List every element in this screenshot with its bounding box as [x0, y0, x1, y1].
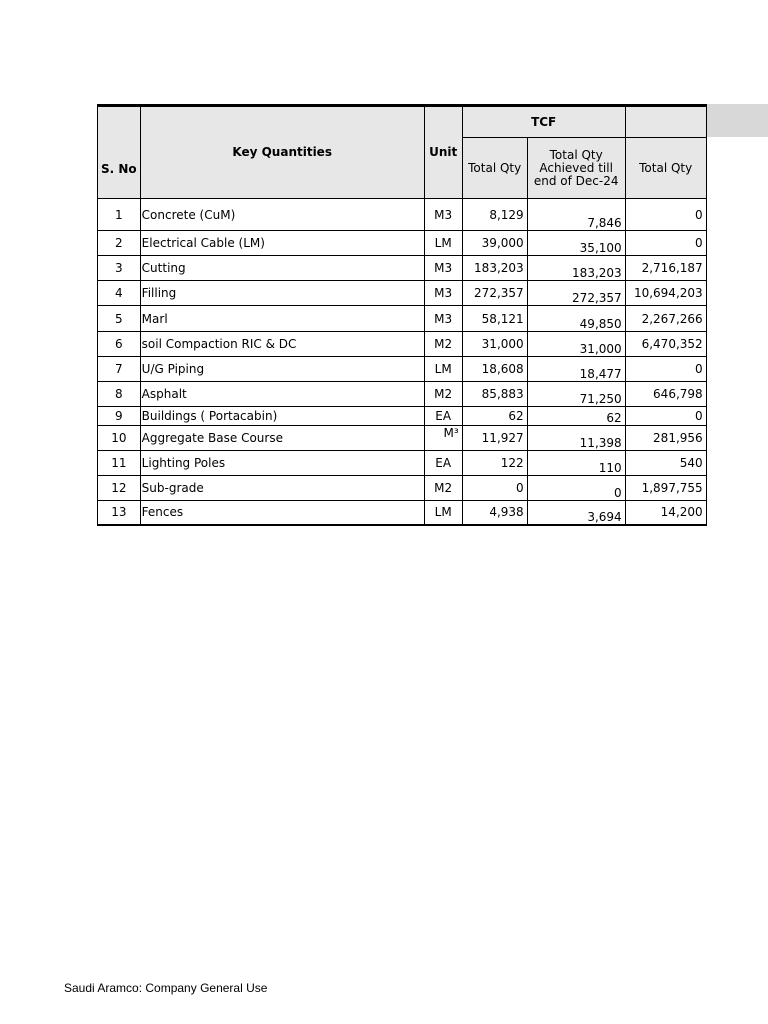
- row-item: Filling: [140, 281, 424, 306]
- row-achieved-qty: 35,100: [527, 231, 625, 256]
- row-total-qty: 183,203: [462, 256, 527, 281]
- row-achieved-qty: 71,250: [527, 382, 625, 407]
- row-sno: 5: [98, 306, 141, 332]
- row-sno: 12: [98, 476, 141, 501]
- row-item: Electrical Cable (LM): [140, 231, 424, 256]
- row-unit: M2: [424, 382, 462, 407]
- table-row: [98, 332, 707, 357]
- row-achieved-qty: 3,694: [527, 501, 625, 525]
- header-total-qty-2: Total Qty: [625, 138, 706, 199]
- row-item: Asphalt: [140, 382, 424, 407]
- row-item: Sub-grade: [140, 476, 424, 501]
- classification-footer: Saudi Aramco: Company General Use: [64, 981, 268, 995]
- row-sno: 7: [98, 357, 141, 382]
- table-row: [98, 476, 707, 501]
- row-total-qty-2: 2,267,266: [625, 306, 706, 332]
- row-achieved-qty: 0: [527, 476, 625, 501]
- row-unit: LM: [424, 357, 462, 382]
- row-total-qty: 11,927: [462, 426, 527, 451]
- row-unit: LM: [424, 231, 462, 256]
- row-item: U/G Piping: [140, 357, 424, 382]
- row-total-qty: 18,608: [462, 357, 527, 382]
- row-sno: 1: [98, 199, 141, 231]
- row-total-qty: 62: [462, 407, 527, 426]
- table-row: [98, 382, 707, 407]
- row-achieved-qty: 7,846: [527, 199, 625, 231]
- row-achieved-qty: 183,203: [527, 256, 625, 281]
- row-total-qty-2: 0: [625, 231, 706, 256]
- adjacent-header-fill: [702, 104, 768, 137]
- row-unit: M3: [424, 256, 462, 281]
- row-total-qty-2: 0: [625, 407, 706, 426]
- table-row: [98, 231, 707, 256]
- row-total-qty-2: 14,200: [625, 501, 706, 525]
- row-sno: 13: [98, 501, 141, 525]
- row-sno: 4: [98, 281, 141, 306]
- row-item: Concrete (CuM): [140, 199, 424, 231]
- row-total-qty-2: 2,716,187: [625, 256, 706, 281]
- row-total-qty-2: 646,798: [625, 382, 706, 407]
- header-sno: S. No: [98, 106, 141, 199]
- row-achieved-qty: 31,000: [527, 332, 625, 357]
- table-row: [98, 407, 707, 426]
- row-total-qty-2: 281,956: [625, 426, 706, 451]
- row-total-qty: 31,000: [462, 332, 527, 357]
- header-unit: Unit: [424, 106, 462, 199]
- row-item: Lighting Poles: [140, 451, 424, 476]
- row-total-qty-2: 0: [625, 199, 706, 231]
- row-unit: M3: [424, 281, 462, 306]
- row-achieved-qty: 272,357: [527, 281, 625, 306]
- row-unit: EA: [424, 451, 462, 476]
- row-item: Fences: [140, 501, 424, 525]
- table-row: [98, 501, 707, 525]
- row-item: soil Compaction RIC & DC: [140, 332, 424, 357]
- row-sno: 10: [98, 426, 141, 451]
- row-item: Aggregate Base Course: [140, 426, 424, 451]
- row-total-qty-2: 6,470,352: [625, 332, 706, 357]
- table-row: [98, 426, 707, 451]
- table-row: [98, 306, 707, 332]
- row-total-qty: 8,129: [462, 199, 527, 231]
- row-total-qty-2: 10,694,203: [625, 281, 706, 306]
- row-achieved-qty: 110: [527, 451, 625, 476]
- table-row: [98, 281, 707, 306]
- row-sno: 6: [98, 332, 141, 357]
- row-total-qty: 39,000: [462, 231, 527, 256]
- key-quantities-sheet: [97, 104, 707, 526]
- table-body: [98, 199, 707, 525]
- row-total-qty: 4,938: [462, 501, 527, 525]
- row-achieved-qty: 11,398: [527, 426, 625, 451]
- row-unit: M³: [424, 426, 462, 451]
- row-unit: EA: [424, 407, 462, 426]
- row-sno: 8: [98, 382, 141, 407]
- header-key-quantities: Key Quantities: [140, 106, 424, 199]
- row-achieved-qty: 18,477: [527, 357, 625, 382]
- table-row: [98, 199, 707, 231]
- row-total-qty-2: 1,897,755: [625, 476, 706, 501]
- header-group-tcf: TCF: [462, 106, 625, 138]
- row-sno: 2: [98, 231, 141, 256]
- row-item: Cutting: [140, 256, 424, 281]
- key-quantities-table: [97, 104, 707, 526]
- row-unit: M3: [424, 199, 462, 231]
- row-sno: 3: [98, 256, 141, 281]
- row-total-qty-2: 0: [625, 357, 706, 382]
- table-row: [98, 256, 707, 281]
- row-unit: M2: [424, 332, 462, 357]
- header-group-empty: [625, 106, 706, 138]
- header-total-qty: Total Qty: [462, 138, 527, 199]
- row-total-qty: 58,121: [462, 306, 527, 332]
- row-item: Buildings ( Portacabin): [140, 407, 424, 426]
- row-item: Marl: [140, 306, 424, 332]
- row-unit: M2: [424, 476, 462, 501]
- row-achieved-qty: 62: [527, 407, 625, 426]
- header-achieved: Total Qty Achieved till end of Dec-24: [527, 138, 625, 199]
- row-sno: 9: [98, 407, 141, 426]
- table-row: [98, 357, 707, 382]
- row-unit: M3: [424, 306, 462, 332]
- row-achieved-qty: 49,850: [527, 306, 625, 332]
- row-sno: 11: [98, 451, 141, 476]
- table-row: [98, 451, 707, 476]
- row-total-qty: 85,883: [462, 382, 527, 407]
- row-total-qty: 0: [462, 476, 527, 501]
- row-total-qty-2: 540: [625, 451, 706, 476]
- row-total-qty: 272,357: [462, 281, 527, 306]
- row-total-qty: 122: [462, 451, 527, 476]
- row-unit: LM: [424, 501, 462, 525]
